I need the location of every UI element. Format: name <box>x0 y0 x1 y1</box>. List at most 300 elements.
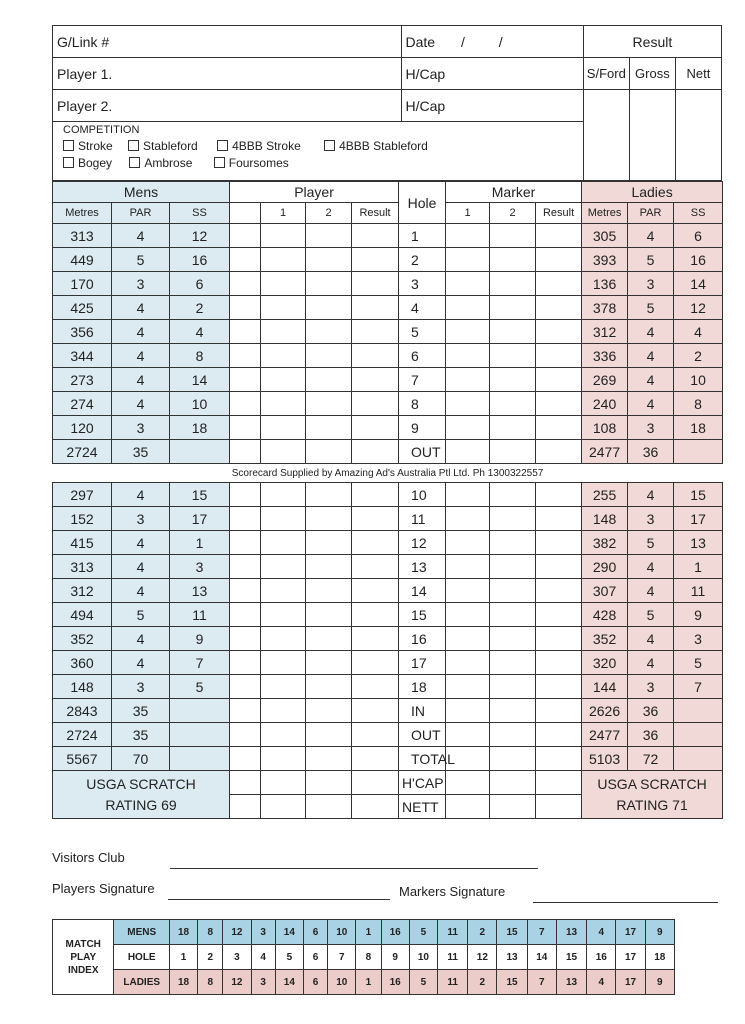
marker-1-score[interactable] <box>446 320 490 344</box>
marker-2-score[interactable] <box>490 603 536 627</box>
marker-1-score[interactable] <box>446 272 490 296</box>
player-result[interactable] <box>352 296 399 320</box>
mens-ss: 8 <box>170 344 230 368</box>
mens-ss: 4 <box>170 320 230 344</box>
hole-row <box>53 555 723 579</box>
player-cell[interactable] <box>230 699 261 723</box>
hole-row <box>53 627 723 651</box>
marker-2-score[interactable] <box>490 248 536 272</box>
player-1-score[interactable] <box>261 296 306 320</box>
mens-par: 5 <box>112 248 170 272</box>
player-result[interactable] <box>352 483 399 507</box>
marker-result[interactable] <box>536 555 582 579</box>
player-blank-header <box>230 203 261 224</box>
players-signature-line[interactable] <box>168 899 390 900</box>
hole-number: 7 <box>399 368 446 392</box>
mens-par: 35 <box>112 723 170 747</box>
player-2-score[interactable] <box>306 531 352 555</box>
player-cell[interactable] <box>230 296 261 320</box>
player-2-score[interactable] <box>306 675 352 699</box>
hole-number: 10 <box>399 483 446 507</box>
hole-row <box>53 296 723 320</box>
player-result[interactable] <box>352 440 399 464</box>
player-1-score[interactable] <box>261 579 306 603</box>
4bbb-stroke-option[interactable]: 4BBB Stroke <box>217 139 301 153</box>
marker-result[interactable] <box>536 747 582 771</box>
nett-cell[interactable] <box>306 795 352 819</box>
mens-par: 3 <box>112 675 170 699</box>
player-1-score[interactable] <box>261 392 306 416</box>
player-1-score[interactable] <box>261 603 306 627</box>
marker-2-score[interactable] <box>490 416 536 440</box>
marker-result[interactable] <box>536 699 582 723</box>
stroke-option[interactable]: Stroke <box>63 139 113 153</box>
player-result[interactable] <box>352 699 399 723</box>
marker-2-score[interactable] <box>490 699 536 723</box>
mens-ss: 6 <box>170 272 230 296</box>
nett-cell[interactable] <box>490 795 536 819</box>
player-1-score[interactable] <box>261 416 306 440</box>
player-cell[interactable] <box>230 651 261 675</box>
ladies-par: 4 <box>628 627 674 651</box>
marker-result-header: Result <box>536 203 582 224</box>
ladies-ss: 13 <box>674 531 723 555</box>
4bbb-stableford-option[interactable]: 4BBB Stableford <box>324 139 428 153</box>
player-2-score[interactable] <box>306 440 352 464</box>
ladies-par: 4 <box>628 224 674 248</box>
mens-par: 3 <box>112 272 170 296</box>
marker-result[interactable] <box>536 507 582 531</box>
sford-result-cell[interactable] <box>583 90 629 181</box>
mens-metres: 312 <box>53 579 112 603</box>
player-1-score[interactable] <box>261 699 306 723</box>
player-2-score[interactable] <box>306 555 352 579</box>
marker-2-score[interactable] <box>490 675 536 699</box>
mens-par: 4 <box>112 483 170 507</box>
stableford-option[interactable]: Stableford <box>128 139 198 153</box>
ladies-par: 5 <box>628 531 674 555</box>
hcap-cell[interactable] <box>306 771 352 795</box>
mp-ladies-index: 12 <box>223 970 251 995</box>
player-result[interactable] <box>352 392 399 416</box>
player-result[interactable] <box>352 368 399 392</box>
player-2-score[interactable] <box>306 416 352 440</box>
header-table <box>52 25 722 181</box>
hcap-cell[interactable] <box>490 771 536 795</box>
player-1-score[interactable] <box>261 440 306 464</box>
player-2-score[interactable] <box>306 483 352 507</box>
player-2-score[interactable] <box>306 603 352 627</box>
marker-2-score[interactable] <box>490 272 536 296</box>
mp-hole-number: 12 <box>468 945 497 970</box>
player-2-score[interactable] <box>306 320 352 344</box>
player-1-score[interactable] <box>261 507 306 531</box>
nett-cell[interactable] <box>352 795 399 819</box>
player-result[interactable] <box>352 507 399 531</box>
player-2-score[interactable] <box>306 723 352 747</box>
ladies-par: 3 <box>628 675 674 699</box>
ladies-ss: 7 <box>674 675 723 699</box>
player-result-header: Result <box>352 203 399 224</box>
player-2-score[interactable] <box>306 296 352 320</box>
marker-result[interactable] <box>536 368 582 392</box>
mens-metres: 313 <box>53 555 112 579</box>
mens-par: 5 <box>112 603 170 627</box>
nett-header: Nett <box>675 58 721 90</box>
player-cell[interactable] <box>230 531 261 555</box>
player1-field[interactable] <box>53 58 402 90</box>
hole-row <box>53 699 723 723</box>
mp-ladies-index: 6 <box>303 970 327 995</box>
ladies-rating: USGA SCRATCH RATING 71 <box>582 771 723 819</box>
sford-header: S/Ford <box>583 58 629 90</box>
marker-2-score[interactable] <box>490 440 536 464</box>
markers-signature-line[interactable] <box>533 902 718 903</box>
mens-par: 35 <box>112 699 170 723</box>
marker-result[interactable] <box>536 440 582 464</box>
player-cell[interactable] <box>230 747 261 771</box>
player-2-score[interactable] <box>306 368 352 392</box>
ladies-ss: 14 <box>674 272 723 296</box>
player-2-score[interactable] <box>306 272 352 296</box>
marker-1-score[interactable] <box>446 392 490 416</box>
player-1-score[interactable] <box>261 272 306 296</box>
markers-signature-label: Markers Signature <box>399 884 506 899</box>
player-cell[interactable] <box>230 368 261 392</box>
ladies-metres: 148 <box>582 507 628 531</box>
mp-ladies-index: 8 <box>198 970 223 995</box>
mp-hole-number: 11 <box>437 945 467 970</box>
player-2-score[interactable] <box>306 344 352 368</box>
marker-2-score[interactable] <box>490 296 536 320</box>
player-cell[interactable] <box>230 440 261 464</box>
marker-1-score[interactable] <box>446 368 490 392</box>
hole-row <box>53 483 723 507</box>
marker-result[interactable] <box>536 603 582 627</box>
mp-ladies-index: 11 <box>437 970 467 995</box>
player-1-score[interactable] <box>261 627 306 651</box>
player-result[interactable] <box>352 320 399 344</box>
nett-cell[interactable] <box>446 795 490 819</box>
player-cell[interactable] <box>230 507 261 531</box>
marker-2-score[interactable] <box>490 747 536 771</box>
hole-number: 8 <box>399 392 446 416</box>
hcap-cell[interactable] <box>446 771 490 795</box>
nett-cell[interactable] <box>536 795 582 819</box>
hole-number: 14 <box>399 579 446 603</box>
mens-ss <box>170 723 230 747</box>
marker-1-score[interactable] <box>446 723 490 747</box>
marker-2-score[interactable] <box>490 531 536 555</box>
mens-ss: 9 <box>170 627 230 651</box>
ladies-par: 36 <box>628 723 674 747</box>
ladies-par: 4 <box>628 579 674 603</box>
marker-1-score[interactable] <box>446 416 490 440</box>
player-cell[interactable] <box>230 555 261 579</box>
marker-1-score[interactable] <box>446 651 490 675</box>
mens-ss: 12 <box>170 224 230 248</box>
ladies-par: 5 <box>628 248 674 272</box>
marker-1-score[interactable] <box>446 224 490 248</box>
player-cell[interactable] <box>230 344 261 368</box>
match-play-index <box>52 919 675 995</box>
player-cell[interactable] <box>230 392 261 416</box>
marker-2-score[interactable] <box>490 344 536 368</box>
marker-1-score[interactable] <box>446 483 490 507</box>
mens-par: 4 <box>112 651 170 675</box>
mp-hole-number: 7 <box>328 945 356 970</box>
mp-mens-index: 10 <box>328 920 356 945</box>
player-result[interactable] <box>352 651 399 675</box>
marker-result[interactable] <box>536 344 582 368</box>
nett-result-cell[interactable] <box>675 90 721 181</box>
marker-result[interactable] <box>536 579 582 603</box>
marker-1-score[interactable] <box>446 603 490 627</box>
player-result[interactable] <box>352 579 399 603</box>
hcap-cell[interactable] <box>261 771 306 795</box>
nett-cell[interactable] <box>261 795 306 819</box>
mp-mens-index: 3 <box>251 920 275 945</box>
marker-result[interactable] <box>536 627 582 651</box>
player-cell[interactable] <box>230 603 261 627</box>
hcap2-field[interactable] <box>401 90 583 122</box>
ladies-ss: 18 <box>674 416 723 440</box>
ladies-ss-header: SS <box>674 203 723 224</box>
mp-ladies-index: 10 <box>328 970 356 995</box>
mens-ss: 10 <box>170 392 230 416</box>
player-cell[interactable] <box>230 272 261 296</box>
marker-2-score[interactable] <box>490 224 536 248</box>
ladies-metres: 352 <box>582 627 628 651</box>
date-field[interactable] <box>401 26 583 58</box>
marker-2-score[interactable] <box>490 651 536 675</box>
mp-hole-number: 3 <box>223 945 251 970</box>
mens-par-header: PAR <box>112 203 170 224</box>
back-nine <box>53 483 723 771</box>
marker-2-score[interactable] <box>490 392 536 416</box>
mp-mens-index: 12 <box>223 920 251 945</box>
player-result[interactable] <box>352 248 399 272</box>
mp-ladies-index: 15 <box>497 970 527 995</box>
marker-2-score[interactable] <box>490 555 536 579</box>
hole-row <box>53 675 723 699</box>
player-1-score[interactable] <box>261 483 306 507</box>
player-1-score[interactable] <box>261 344 306 368</box>
mp-ladies-index: 13 <box>556 970 586 995</box>
hcap1-field[interactable] <box>401 58 583 90</box>
player-cell[interactable] <box>230 675 261 699</box>
hole-number: 9 <box>399 416 446 440</box>
result-header: Result <box>583 26 721 58</box>
player-result[interactable] <box>352 272 399 296</box>
player-cell[interactable] <box>230 483 261 507</box>
player-cell[interactable] <box>230 416 261 440</box>
marker-result[interactable] <box>536 723 582 747</box>
marker-1-score[interactable] <box>446 248 490 272</box>
marker-2-score[interactable] <box>490 483 536 507</box>
marker-1-score[interactable] <box>446 296 490 320</box>
marker-result[interactable] <box>536 272 582 296</box>
player-2-score[interactable] <box>306 224 352 248</box>
marker-result[interactable] <box>536 675 582 699</box>
marker-result[interactable] <box>536 483 582 507</box>
player-2-score[interactable] <box>306 651 352 675</box>
player-result[interactable] <box>352 555 399 579</box>
marker-1-score[interactable] <box>446 555 490 579</box>
marker-1-score[interactable] <box>446 531 490 555</box>
mens-ss: 3 <box>170 555 230 579</box>
marker-result[interactable] <box>536 224 582 248</box>
marker-1-score[interactable] <box>446 507 490 531</box>
hole-number: 13 <box>399 555 446 579</box>
mens-par: 4 <box>112 320 170 344</box>
marker-1-score[interactable] <box>446 579 490 603</box>
ladies-par: 3 <box>628 507 674 531</box>
hole-number: 3 <box>399 272 446 296</box>
ladies-ss: 4 <box>674 320 723 344</box>
ladies-ss <box>674 747 723 771</box>
player-result[interactable] <box>352 627 399 651</box>
ladies-ss <box>674 699 723 723</box>
ladies-ss: 9 <box>674 603 723 627</box>
hcap-cell[interactable] <box>352 771 399 795</box>
player-2-score[interactable] <box>306 507 352 531</box>
mp-hole-label: HOLE <box>114 945 169 970</box>
player-1-score[interactable] <box>261 675 306 699</box>
mens-metres: 313 <box>53 224 112 248</box>
player-cell[interactable] <box>230 320 261 344</box>
player-1-score[interactable] <box>261 248 306 272</box>
hole-row <box>53 392 723 416</box>
mens-ss: 2 <box>170 296 230 320</box>
player-2-score[interactable] <box>306 747 352 771</box>
marker-2-header: 2 <box>490 203 536 224</box>
marker-1-score[interactable] <box>446 699 490 723</box>
player-cell[interactable] <box>230 224 261 248</box>
mp-ladies-index: 18 <box>169 970 197 995</box>
player2-field[interactable] <box>53 90 402 122</box>
visitors-club-line[interactable] <box>170 868 538 869</box>
player-2-score[interactable] <box>306 627 352 651</box>
marker-1-score[interactable] <box>446 344 490 368</box>
hole-number: 18 <box>399 675 446 699</box>
player-result[interactable] <box>352 675 399 699</box>
marker-1-score[interactable] <box>446 675 490 699</box>
player-1-score[interactable] <box>261 651 306 675</box>
mens-par: 3 <box>112 507 170 531</box>
marker-2-score[interactable] <box>490 627 536 651</box>
ladies-metres-header: Metres <box>582 203 628 224</box>
marker-header: Marker <box>446 182 582 203</box>
mp-hole-number: 1 <box>169 945 197 970</box>
player-2-score[interactable] <box>306 248 352 272</box>
ladies-metres: 2626 <box>582 699 628 723</box>
marker-2-score[interactable] <box>490 507 536 531</box>
bogey-option[interactable]: Bogey <box>63 156 112 170</box>
player-2-score[interactable] <box>306 579 352 603</box>
gross-result-cell[interactable] <box>629 90 675 181</box>
marker-result[interactable] <box>536 651 582 675</box>
players-signature-label: Players Signature <box>52 881 155 896</box>
player-1-score[interactable] <box>261 320 306 344</box>
ladies-par: 4 <box>628 483 674 507</box>
player-cell[interactable] <box>230 627 261 651</box>
hcap-cell[interactable] <box>536 771 582 795</box>
player-1-score[interactable] <box>261 531 306 555</box>
player-result[interactable] <box>352 747 399 771</box>
mp-mens-index: 4 <box>587 920 616 945</box>
marker-result[interactable] <box>536 416 582 440</box>
player-2-score[interactable] <box>306 392 352 416</box>
marker-1-score[interactable] <box>446 440 490 464</box>
hole-number: 4 <box>399 296 446 320</box>
player-result[interactable] <box>352 344 399 368</box>
hole-number: 2 <box>399 248 446 272</box>
checkbox-icon <box>324 140 335 151</box>
marker-result[interactable] <box>536 320 582 344</box>
marker-1-score[interactable] <box>446 627 490 651</box>
player-1-score[interactable] <box>261 723 306 747</box>
ladies-metres: 336 <box>582 344 628 368</box>
hole-row <box>53 416 723 440</box>
marker-result[interactable] <box>536 531 582 555</box>
marker-result[interactable] <box>536 392 582 416</box>
marker-2-score[interactable] <box>490 723 536 747</box>
marker-result[interactable] <box>536 296 582 320</box>
mens-par: 3 <box>112 416 170 440</box>
glink-field[interactable] <box>53 26 402 58</box>
mens-metres: 5567 <box>53 747 112 771</box>
player-result[interactable] <box>352 603 399 627</box>
mp-mens-index: 6 <box>303 920 327 945</box>
scorecard <box>52 25 722 819</box>
player-result[interactable] <box>352 723 399 747</box>
marker-2-score[interactable] <box>490 368 536 392</box>
player-1-score[interactable] <box>261 555 306 579</box>
ladies-par: 5 <box>628 603 674 627</box>
player2-label: Player 2. <box>57 97 113 114</box>
competition-title: COMPETITION <box>63 124 140 136</box>
marker-2-score[interactable] <box>490 320 536 344</box>
mp-mens-index: 9 <box>645 920 674 945</box>
player-cell[interactable] <box>230 248 261 272</box>
marker-result[interactable] <box>536 248 582 272</box>
ladies-metres: 240 <box>582 392 628 416</box>
marker-2-score[interactable] <box>490 579 536 603</box>
player-1-score[interactable] <box>261 747 306 771</box>
mp-ladies-index: 3 <box>251 970 275 995</box>
player-cell[interactable] <box>230 723 261 747</box>
mp-mens-label: MENS <box>114 920 169 945</box>
player-result[interactable] <box>352 224 399 248</box>
player-2-score[interactable] <box>306 699 352 723</box>
ambrose-option[interactable]: Ambrose <box>129 156 192 170</box>
player-result[interactable] <box>352 531 399 555</box>
mp-ladies-index: 1 <box>356 970 381 995</box>
ladies-ss: 11 <box>674 579 723 603</box>
ladies-metres: 307 <box>582 579 628 603</box>
mp-ladies-index: 9 <box>645 970 674 995</box>
mp-hole-number: 16 <box>587 945 616 970</box>
foursomes-option[interactable]: Foursomes <box>214 156 289 170</box>
mens-ss: 14 <box>170 368 230 392</box>
hcap-cell[interactable] <box>230 771 261 795</box>
player-cell[interactable] <box>230 579 261 603</box>
player-1-score[interactable] <box>261 224 306 248</box>
player-1-score[interactable] <box>261 368 306 392</box>
player-result[interactable] <box>352 416 399 440</box>
nett-cell[interactable] <box>230 795 261 819</box>
